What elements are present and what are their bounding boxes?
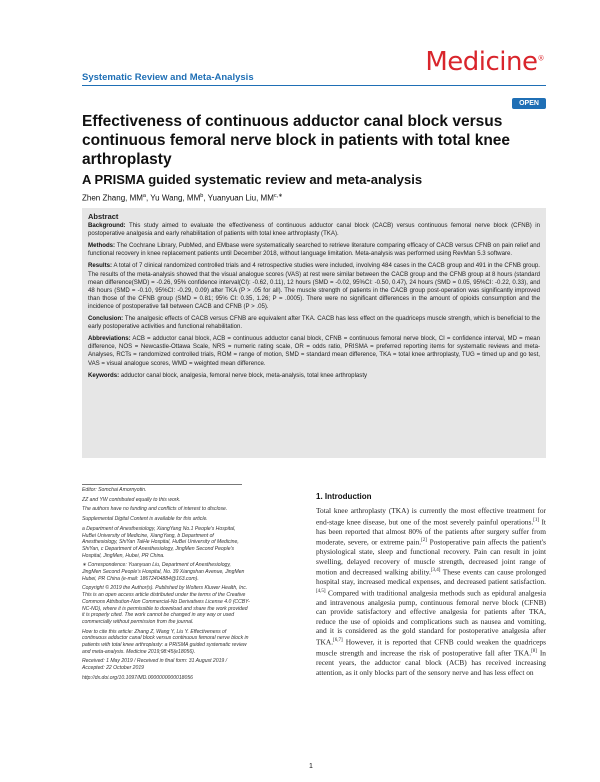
citation-ref[interactable]: [6,7] xyxy=(333,637,343,643)
abstract-abbreviations xyxy=(88,335,540,367)
footnote-conflicts: The authors have no funding and conflicts of interest to disclose. xyxy=(82,506,228,513)
abstract-conclusion xyxy=(88,315,540,331)
intro-text-7: In recent years, the adductor canal block (ACB) has received increasing attention, as it only blocks part of the sensory nerve and has less effect on xyxy=(316,648,546,677)
intro-text-3: Postoperative pain affects the patient's physiological state, sleep and functional recovery. Pain can result in joint swelling, delayed recovery of muscle strength, decreased joint range of motion and decreased walking ability. xyxy=(316,537,546,577)
introduction-heading: 1. Introduction xyxy=(316,492,372,501)
abbreviations-label: Abbreviations: xyxy=(88,335,131,343)
author-3-affiliation: c,∗ xyxy=(273,193,283,199)
citation-ref[interactable]: [4,5] xyxy=(316,588,326,594)
footnote-rule xyxy=(82,484,242,485)
conclusion-text: The analgesic effects of CACB versus CFNB are equivalent after TKA. CACB has less effect on the quadriceps muscle strength, which is beneficial to the early postoperative activities and functional rehabilitation. xyxy=(88,315,540,331)
author-3: , Yuanyuan Liu, MM xyxy=(203,193,274,203)
author-1: Zhen Zhang, MM xyxy=(82,193,143,203)
author-2: , Yu Wang, MM xyxy=(145,193,201,203)
header-rule xyxy=(82,85,546,86)
results-text: A total of 7 clinical randomized controlled trials and 4 retrospective studies were included, involving 484 cases in the CACB group and 491 in the CFNB group. The results of the meta-analysis showed that the visual analogue scores (VAS) at rest were similar between the CACB group and the CFNB group at 8 hours (standard mean difference(SMD) = -0.26, 95% confidence interval(CI): -0.62, 0.11), 12 hours (SMD = -0.02, 95%CI: -0.50, 0.47), 24 hours (SMD = 0.05, 95%CI: -0.22, 0.33), and 48 hours (SMD = -0.10, 95%CI: -0.29, 0.09) after TKA (P > .05 for all). The muscle strength of patients in the CACB group post-operation was significantly improved than those of the CFNB group (SMD = 0.81; 95% CI: 0.35, 1.26; P = .0005). There were no significant differences in the amount of opioids consumption and the incidence of postoperative fall between CACB and CFNB (P > .05). xyxy=(88,262,540,310)
results-label: Results: xyxy=(88,262,113,270)
keywords-text: adductor canal block, analgesia, femoral nerve block, meta-analysis, total knee arthroplasty xyxy=(119,371,368,379)
intro-text-1: Total knee arthroplasty (TKA) is currently the most effective treatment for end-stage knee disease, but one of the most severely painful operations. xyxy=(316,506,546,527)
page-number: 1 xyxy=(309,763,313,770)
footnote-dates: Received: 1 May 2019 / Received in final form: 31 August 2019 / Accepted: 22 October 2019 xyxy=(82,658,228,672)
citation-ref[interactable]: [3,4] xyxy=(430,568,441,574)
footnote-supplemental: Supplemental Digital Content is available for this article. xyxy=(82,516,208,523)
abstract-methods xyxy=(88,242,540,258)
methods-text: The Cochrane Library, PubMed, and EMbase were systematically searched to retrieve literature comparing efficacy of CACB versus CFNB on pain relief and functional recovery in knee replacement patients until December 2018, without language limitation. Meta-analysis was performed using RevMan 5.3 software. xyxy=(88,242,540,258)
author-1-affiliation: a xyxy=(142,193,146,199)
intro-text-2: It has been reported that almost 80% of the patients after surgery suffer from moderate, severe, or extreme pain. xyxy=(316,517,546,547)
intro-text-4: These events can cause prolonged hospital stay, increased medical expenses, and decreased patient satisfaction. xyxy=(316,567,546,587)
introduction-text xyxy=(316,506,546,677)
keywords-label: Keywords: xyxy=(88,371,120,379)
footnote-affiliations: a Department of Anesthesiology, XiangYang No.1 People's Hospital, HuBei University of Medicine, XiangYang, b Department of Anesthesiology, ShiYan TaiHe Hospital, HuBei University of Medicine, ShiYan, c Department of Anesthesiology, JingMen Second People's Hospital, JingMen, Hubei, PR China. xyxy=(82,525,239,559)
author-2-affiliation: b xyxy=(200,193,204,199)
abstract-background xyxy=(88,222,540,238)
open-access-badge: OPEN xyxy=(512,98,546,109)
citation-ref[interactable]: [8] xyxy=(531,649,537,654)
footnote-editor: Editor: Somchai Amornyotin. xyxy=(82,487,147,493)
abbreviations-text: ACB = adductor canal block, ACB = continuous adductor canal block, CFNB = continuous femoral nerve block, CI = confidence interval, MD = mean difference, NOS = Newcastle-Ottawa Scale, NRS = numeric rating scale, OR = odds ratio, PRISMA = preferred reporting items for systematic reviews and meta-Analyses, RCTs = randomized controlled trials, ROM = range of motion, SMD = standard mean difference, TKA = total knee arthroplasty, TUG = timed up and go test, VAS = visual analogue scores, WMD = weighted mean difference. xyxy=(88,335,540,367)
article-subtitle: A PRISMA guided systematic review and meta-analysis xyxy=(82,172,423,187)
footnote-copyright: Copyright © 2019 the Author(s). Published by Wolters Kluwer Health, Inc. This is an open access article distributed under the terms of the Creative Commons Attribution-Non Commercial-No Derivatives License 4.0 (CCBY-NC-ND), where it is permissible to download and share the work provided it is properly cited. The work cannot be changed in any way or used commercially without permission from the journal. xyxy=(82,585,250,625)
conclusion-label: Conclusion: xyxy=(88,315,124,323)
background-text: This study aimed to evaluate the effectiveness of continuous adductor canal block (CACB) versus continuous femoral nerve block (CFNB) in postoperative analgesia and early rehabilitation of patients with total knee arthroplasty (TKA). xyxy=(88,222,540,238)
abstract-keywords xyxy=(88,372,540,380)
journal-logo xyxy=(425,47,544,77)
journal-name: Medicine xyxy=(425,47,538,77)
footnote-citation: How to cite this article: Zhang Z, Wang Y, Liu Y. Effectiveness of continuous adductor canal block versus continuous femoral nerve block in patients with total knee arthroplasty: a PRISMA guided systematic review and meta-analysis. Medicine 2019;98:45(e18056). xyxy=(82,628,249,655)
footnotes xyxy=(82,487,250,685)
background-label: Background: xyxy=(88,222,126,230)
citation-ref[interactable]: [1] xyxy=(533,517,540,523)
authors xyxy=(82,193,283,203)
footnote-correspondence: ∗ Correspondence: Yuanyuan Liu, Department of Anesthesiology, JingMen Second People's Hospital, No. 39 Xiangshan Avenue, JingMen Hubei, PR China (e-mail: 18672404884@163.com). xyxy=(82,562,245,582)
citation-ref[interactable]: [2] xyxy=(421,538,427,544)
journal-registered-mark: ® xyxy=(537,54,544,63)
abstract-heading: Abstract xyxy=(88,212,119,221)
methods-label: Methods: xyxy=(88,242,116,250)
footnote-contribution: ZZ and YW contributed equally to this work. xyxy=(82,496,181,503)
intro-text-6: However, it is reported that CFNB could weaken the quadriceps muscle strength and increase the risk of postoperative fall after TKA. xyxy=(316,637,546,658)
abstract-box xyxy=(82,208,546,458)
footnote-doi[interactable]: http://dx.doi.org/10.1097/MD.0000000000018056 xyxy=(82,674,194,681)
article-title: Effectiveness of continuous adductor canal block versus continuous femoral nerve block in patients with total knee arthroplasty xyxy=(82,113,511,168)
abstract-results xyxy=(88,262,540,311)
section-label: Systematic Review and Meta-Analysis xyxy=(82,72,254,83)
intro-text-5: Compared with traditional analgesia methods such as epidural analgesia and intravenous analgesia pump, continuous femoral nerve block (CFNB) can provide satisfactory and effective analgesia for patients after TKA, reduce the use of opioids and complications such as nausea and vomiting, and it is considered as the gold standard for postoperative analgesia after TKA. xyxy=(316,588,546,647)
